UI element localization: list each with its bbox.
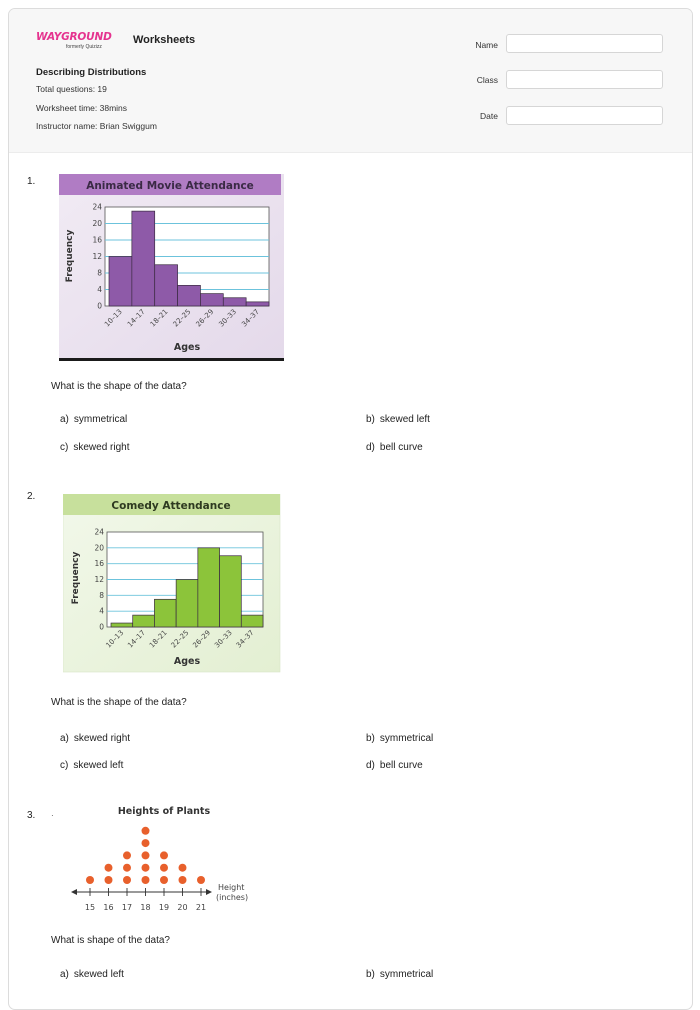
y-axis-label: Frequency [71, 551, 81, 605]
chart-title: Animated Movie Attendance [86, 180, 254, 192]
histogram-bar [109, 257, 132, 307]
histogram-bar [200, 294, 223, 306]
question-2-option-d[interactable]: d) bell curve [366, 760, 423, 771]
question-3-number: 3. [27, 810, 36, 821]
y-tick-label: 8 [97, 268, 102, 278]
date-field[interactable] [506, 106, 663, 125]
y-tick-label: 4 [97, 285, 102, 294]
data-dot [142, 851, 150, 859]
histogram-bar [246, 302, 269, 306]
logo-tagline: formerly Quizizz [66, 44, 102, 50]
x-tick-label: 18–21 [148, 307, 170, 329]
x-tick-label: 14–17 [126, 628, 147, 650]
data-dot [160, 851, 168, 859]
chart-title: Comedy Attendance [111, 500, 231, 512]
class-field[interactable] [506, 70, 663, 89]
name-label: Name [475, 40, 498, 50]
histogram-animated-movie-attendance [59, 174, 284, 362]
x-tick-label: 26–29 [191, 628, 213, 650]
data-dot [142, 827, 150, 835]
instructor-name: Instructor name: Brian Swiggum [36, 121, 157, 131]
data-dot [160, 876, 168, 884]
x-tick-label: 30–33 [213, 628, 234, 650]
y-tick-label: 24 [92, 202, 102, 212]
x-axis-label-line2: (inches) [216, 893, 249, 902]
x-tick-label: 10–13 [103, 307, 124, 329]
question-2-number: 2. [27, 491, 36, 502]
histogram-bar [178, 285, 201, 306]
x-tick-label: 22–25 [169, 628, 191, 650]
y-tick-label: 12 [92, 252, 102, 261]
y-tick-label: 8 [99, 590, 104, 600]
x-tick-label: 18–21 [147, 628, 169, 650]
histogram-bar [154, 599, 176, 627]
x-tick-label: 17 [121, 903, 133, 912]
y-tick-label: 16 [94, 559, 104, 569]
y-tick-label: 4 [99, 606, 104, 616]
data-dot [142, 864, 150, 872]
dot-plot-heights-of-plants [68, 800, 268, 920]
data-dot [123, 876, 131, 884]
histogram-bar [132, 211, 155, 306]
question-1-prompt: What is the shape of the data? [51, 381, 187, 392]
data-dot [160, 864, 168, 872]
y-tick-label: 20 [94, 543, 104, 553]
x-tick-label: 10–13 [104, 628, 126, 650]
y-tick-label: 16 [92, 235, 102, 245]
y-tick-label: 0 [97, 301, 102, 311]
worksheet-time: Worksheet time: 38mins [36, 103, 128, 113]
logo-brand: WAYGROUND [36, 31, 112, 43]
histogram-bar [155, 265, 178, 306]
data-dot [142, 876, 150, 884]
name-field[interactable] [506, 34, 663, 53]
x-tick-label: 22–25 [171, 307, 193, 329]
question-1-option-c[interactable]: c) skewed right [60, 442, 130, 453]
histogram-bar [198, 548, 220, 627]
question-3-option-a[interactable]: a) skewed left [60, 969, 124, 980]
question-2-option-b[interactable]: b) symmetrical [366, 733, 434, 744]
x-tick-label: 15 [84, 903, 96, 912]
axis-left-arrow-icon [71, 889, 77, 895]
data-dot [142, 839, 150, 847]
worksheet-title: Describing Distributions [36, 67, 147, 78]
question-2-option-a[interactable]: a) skewed right [60, 733, 131, 744]
x-tick-label: 19 [158, 903, 170, 912]
histogram-bar [133, 615, 155, 627]
x-tick-label: 18 [140, 903, 151, 912]
x-tick-label: 21 [195, 903, 207, 912]
question-1-option-b[interactable]: b) skewed left [366, 414, 430, 425]
y-axis-label: Frequency [65, 229, 75, 283]
question-3-prompt: What is shape of the data? [51, 935, 170, 946]
data-dot [123, 864, 131, 872]
worksheet-header [9, 9, 692, 153]
data-dot [105, 876, 113, 884]
y-tick-label: 24 [94, 527, 104, 537]
question-3-marker: · [51, 811, 54, 820]
y-tick-label: 12 [94, 575, 104, 584]
question-1-option-d[interactable]: d) bell curve [366, 442, 423, 453]
histogram-bar [111, 623, 133, 627]
y-tick-label: 20 [92, 219, 102, 228]
x-tick-label: 34–37 [234, 628, 256, 650]
x-tick-label: 34–37 [240, 307, 261, 329]
x-tick-label: 16 [103, 903, 114, 912]
data-dot [197, 876, 205, 884]
question-2-option-c[interactable]: c) skewed left [60, 760, 124, 771]
data-dot [105, 864, 113, 872]
histogram-comedy-attendance [63, 494, 283, 674]
x-tick-label: 20 [177, 903, 188, 912]
data-dot [179, 876, 187, 884]
date-label: Date [480, 111, 498, 121]
y-tick-label: 0 [99, 622, 104, 632]
question-1-number: 1. [27, 176, 36, 187]
question-3-option-b[interactable]: b) symmetrical [366, 969, 434, 980]
data-dot [179, 864, 187, 872]
question-1-option-a[interactable]: a) symmetrical [60, 414, 128, 425]
histogram-bar [223, 298, 246, 306]
histogram-bar [220, 556, 242, 627]
question-2-prompt: What is the shape of the data? [51, 697, 187, 708]
x-tick-label: 14–17 [125, 307, 147, 329]
app-title: Worksheets [133, 34, 196, 46]
total-questions: Total questions: 19 [36, 84, 107, 94]
x-axis-label: Ages [173, 656, 201, 667]
chart-title: Heights of Plants [117, 806, 211, 817]
axis-right-arrow-icon [206, 889, 212, 895]
wayground-logo [36, 31, 131, 53]
histogram-bar [241, 615, 263, 627]
x-tick-label: 26–29 [194, 307, 216, 329]
data-dot [123, 851, 131, 859]
histogram-bar [176, 580, 198, 628]
x-tick-label: 30–33 [217, 307, 239, 329]
class-label: Class [476, 75, 498, 85]
data-dot [86, 876, 94, 884]
x-axis-label: Ages [173, 342, 201, 353]
x-axis-label-line1: Height [218, 883, 245, 892]
